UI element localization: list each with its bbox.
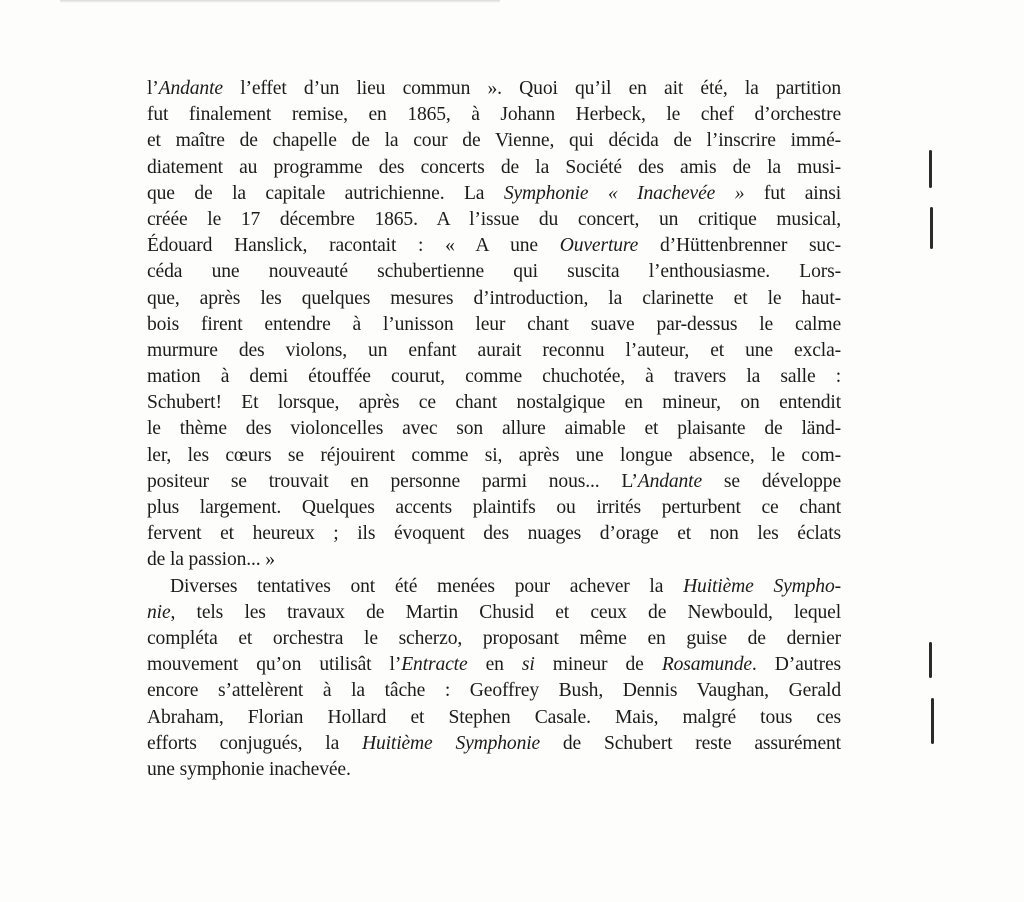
text-line: créée le 17 décembre 1865. A l’issue du concert, un critique musical,: [147, 208, 841, 230]
text-line: plus largement. Quelques accents plaintifs ou irrités perturbent ce chant: [147, 497, 841, 518]
text-line: céda une nouveauté schubertienne qui suscita l’enthousiasme. Lors-: [147, 261, 841, 283]
text-line: Abraham, Florian Hollard et Stephen Casale. Mais, malgré tous ces: [147, 706, 841, 728]
margin-mark: [929, 642, 932, 678]
margin-mark: [930, 207, 933, 249]
text-line: l’Andante l’effet d’un lieu commun ». Quoi qu’il en ait été, la partition: [147, 78, 841, 99]
text-line: nie, tels les travaux de Martin Chusid et ceux de Newbould, lequel: [147, 601, 841, 623]
paragraph-1: [147, 76, 841, 574]
body-text: [147, 76, 841, 783]
text-line: murmure des violons, un enfant aurait reconnu l’auteur, et une excla-: [147, 339, 841, 361]
text-line: positeur se trouvait en personne parmi nous... L’Andante se développe: [147, 470, 841, 492]
text-line: Schubert! Et lorsque, après ce chant nostalgique en mineur, on entendit: [147, 392, 841, 414]
text-line: Édouard Hanslick, racontait : « A une Ouverture d’Hüttenbrenner suc-: [147, 235, 842, 257]
text-line: encore s’attelèrent à la tâche : Geoffrey Bush, Dennis Vaughan, Gerald: [147, 680, 841, 702]
text-line: diatement au programme des concerts de la Société des amis de la musi-: [147, 156, 841, 178]
text-line: le thème des violoncelles avec son allure aimable et plaisante de länd-: [147, 418, 841, 440]
text-line: que, après les quelques mesures d’introduction, la clarinette et le haut-: [147, 287, 841, 309]
scan-edge-shadow: [60, 0, 500, 3]
margin-mark: [931, 698, 934, 744]
text-line: Diverses tentatives ont été menées pour achever la Huitième Sympho-: [170, 575, 841, 597]
text-line: bois firent entendre à l’unisson leur chant suave par-dessus le calme: [147, 313, 841, 335]
text-line: que de la capitale autrichienne. La Symphonie « Inachevée » fut ainsi: [147, 182, 841, 204]
text-line: efforts conjugués, la Huitième Symphonie de Schubert reste assurément: [147, 732, 841, 754]
text-line: et maître de chapelle de la cour de Vienne, qui décida de l’inscrire immé-: [147, 130, 841, 152]
margin-mark: [929, 150, 932, 188]
text-line: de la passion... »: [147, 549, 275, 571]
text-line: ler, les cœurs se réjouirent comme si, après une longue absence, le com-: [147, 444, 841, 466]
text-line: fervent et heureux ; ils évoquent des nuages d’orage et non les éclats: [147, 523, 841, 545]
text-line: mouvement qu’on utilisât l’Entracte en si mineur de Rosamunde. D’autres: [147, 654, 841, 676]
paragraph-2: [147, 574, 841, 784]
text-line: une symphonie inachevée.: [147, 758, 351, 780]
text-line: fut finalement remise, en 1865, à Johann Herbeck, le chef d’orchestre: [147, 104, 841, 126]
text-line: mation à demi étouffée courut, comme chuchotée, à travers la salle :: [147, 366, 841, 388]
text-line: compléta et orchestra le scherzo, proposant même en guise de dernier: [147, 627, 841, 649]
